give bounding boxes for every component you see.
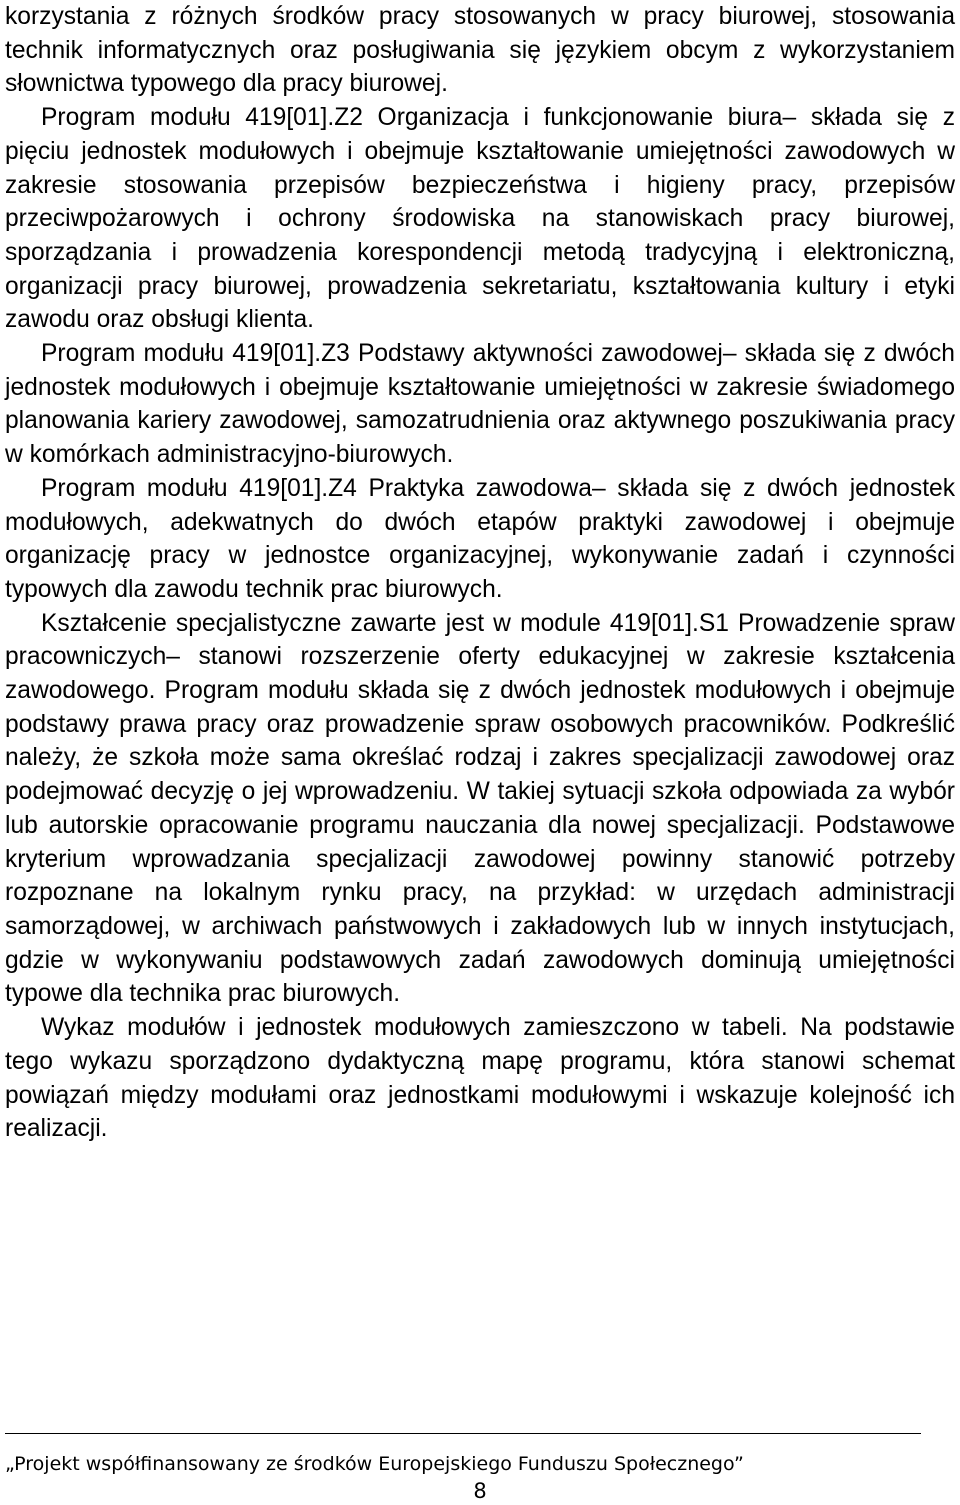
footer-funding-note: „Projekt współfinansowany ze środków Europejskiego Funduszu Społecznego”	[5, 1453, 744, 1475]
paragraph-module-z4: Program modułu 419[01].Z4 Praktyka zawodowa– składa się z dwóch jednostek modułowych, adekwatnych do dwóch etapów praktyki zawodowej i obejmuje organizację pracy w jednostce organizacyjnej, wykonywanie zadań i czynności typowych dla zawodu technik prac biurowych.	[5, 474, 955, 603]
page-number: 8	[473, 1479, 487, 1503]
footer-divider	[5, 1433, 921, 1434]
paragraph-module-z3: Program modułu 419[01].Z3 Podstawy aktywności zawodowej– składa się z dwóch jednostek modułowych i obejmuje kształtowanie umiejętności w zakresie świadomego planowania kariery zawodowej, samozatrudnienia oraz aktywnego poszukiwania pracy w komórkach administracyjno-biurowych.	[5, 340, 955, 469]
document-body	[5, 0, 955, 1146]
paragraph-module-s1: Kształcenie specjalistyczne zawarte jest w module 419[01].S1 Prowadzenie spraw pracowniczych– stanowi rozszerzenie oferty edukacyjnej w zakresie kształcenia zawodowego. Program modułu składa się z dwóch jednostek modułowych i obejmuje podstawy prawa pracy oraz prowadzenie spraw osobowych pracowników. Podkreślić należy, że szkoła może sama określać rodzaj i zakres specjalizacji zawodowej oraz podejmować decyzję o jej wprowadzeniu. W takiej sytuacji szkoła odpowiada za wybór lub autorskie opracowanie programu nauczania dla nowej specjalizacji. Podstawowe kryterium wprowadzania specjalizacji zawodowej powinny stanowić potrzeby rozpoznane na lokalnym rynku pracy, na przykład: w urzędach administracji samorządowej, w archiwach państwowych i zakładowych lub w innych instytucjach, gdzie w wykonywaniu podstawowych zadań zawodowych dominują umiejętności typowe dla technika prac biurowych.	[5, 609, 955, 1008]
paragraph-module-z2: Program modułu 419[01].Z2 Organizacja i funkcjonowanie biura– składa się z pięciu jednostek modułowych i obejmuje kształtowanie umiejętności zawodowych w zakresie stosowania przepisów bezpieczeństwa i higieny pracy, przepisów przeciwpożarowych i ochrony środowiska na stanowiskach pracy biurowej, sporządzania i prowadzenia korespondencji metodą tradycyjną i elektroniczną, organizacji pracy biurowej, prowadzenia sekretariatu, kształtowania kultury i etyki zawodu oraz obsługi klienta.	[5, 104, 955, 334]
paragraph-module-list: Wykaz modułów i jednostek modułowych zamieszczono w tabeli. Na podstawie tego wykazu sporządzono dydaktyczną mapę programu, która stanowi schemat powiązań między modułami oraz jednostkami modułowymi i wskazuje kolejność ich realizacji.	[5, 1014, 955, 1143]
paragraph-intro-continuation: korzystania z różnych środków pracy stosowanych w pracy biurowej, stosowania technik informatycznych oraz posługiwania się językiem obcym z wykorzystaniem słownictwa typowego dla pracy biurowej.	[5, 3, 955, 98]
